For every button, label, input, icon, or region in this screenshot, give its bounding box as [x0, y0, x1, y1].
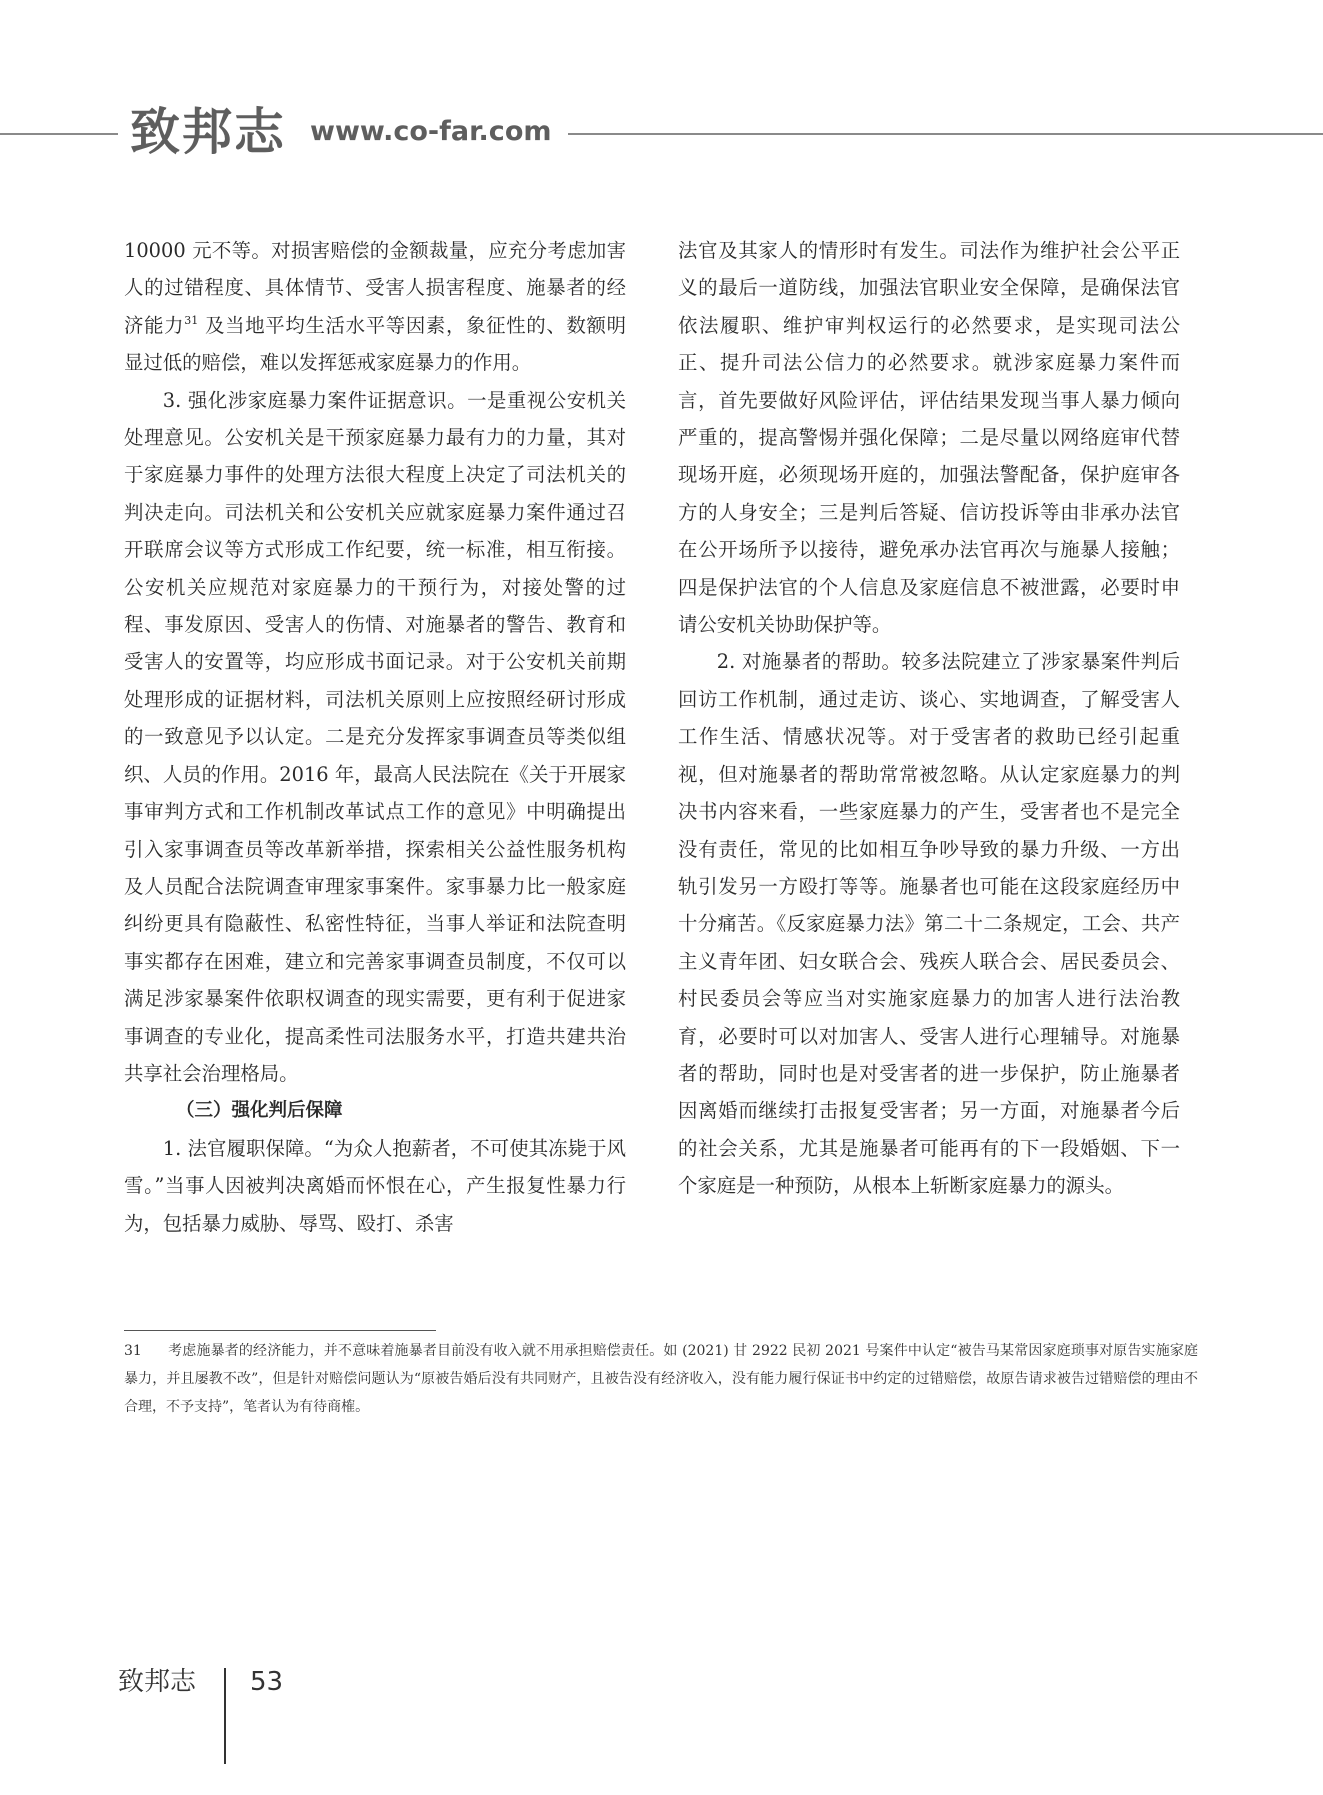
footnote: [124, 1337, 1198, 1421]
header-rule-left: [0, 133, 118, 135]
footnote-ref: 31: [184, 313, 199, 327]
footer-title: 致邦志: [118, 1667, 197, 1697]
header-rule-right: [568, 133, 1323, 135]
paragraph: [124, 232, 626, 382]
paragraph: 2. 对施暴者的帮助。较多法院建立了涉家暴案件判后回访工作机制，通过走访、谈心、实地调查，了解受害人工作生活、情感状况等。对于受害者的救助已经引起重视，但对施暴者的帮助常常被忽略。从认定家庭暴力的判决书内容来看，一些家庭暴力的产生，受害者也不是完全没有责任，常见的比如相互争吵导致的暴力升级、一方出轨引发另一方殴打等等。施暴者也可能在这段家庭经历中十分痛苦。《反家庭暴力法》第二十二条规定，工会、共产主义青年团、妇女联合会、残疾人联合会、居民委员会、村民委员会等应当对实施家庭暴力的加害人进行法治教育，必要时可以对加害人、受害人进行心理辅导。对施暴者的帮助，同时也是对受害者的进一步保护，防止施暴者因离婚而继续打击报复受害者；另一方面，对施暴者今后的社会关系，尤其是施暴者可能再有的下一段婚姻、下一个家庭是一种预防，从根本上斩断家庭暴力的源头。: [678, 650, 1180, 1198]
footnote-rule: [124, 1330, 436, 1331]
footnote-text: 考虑施暴者的经济能力，并不意味着施暴者目前没有收入就不用承担赔偿责任。如 (2021) 甘 2922 民初 2021 号案件中认定“被告马某常因家庭琐事对原告实施家庭暴力，并且屡教不改”，但是针对赔偿问题认为“原被告婚后没有共同财产，且被告没有经济收入，没有能力履行保证书中约定的过错赔偿，故原告请求被告过错赔偿的理由不合理，不予支持”，笔者认为有待商榷。: [124, 1343, 1198, 1415]
left-column: [124, 232, 626, 1242]
paragraph-text: 10000 元不等。对损害赔偿的金额裁量，应充分考虑加害人的过错程度、具体情节、受害人损害程度、施暴者的经济能力: [124, 239, 626, 337]
paragraph: 1. 法官履职保障。“为众人抱薪者，不可使其冻毙于风雪。”当事人因被判决离婚而怀恨在心，产生报复性暴力行为，包括暴力威胁、辱骂、殴打、杀害: [124, 1136, 626, 1235]
paragraph: 3. 强化涉家庭暴力案件证据意识。一是重视公安机关处理意见。公安机关是干预家庭暴力最有力的力量，其对于家庭暴力事件的处理方法很大程度上决定了司法机关的判决走向。司法机关和公安机关应就家庭暴力案件通过召开联席会议等方式形成工作纪要，统一标准，相互衔接。公安机关应规范对家庭暴力的干预行为，对接处警的过程、事发原因、受害人的伤情、对施暴者的警告、教育和受害人的安置等，均应形成书面记录。对于公安机关前期处理形成的证据材料，司法机关原则上应按照经研讨形成的一致意见予以认定。二是充分发挥家事调查员等类似组织、人员的作用。2016 年，最高人民法院在《关于开展家事审判方式和工作机制改革试点工作的意见》中明确提出引入家事调查员等改革新举措，探索相关公益性服务机构及人员配合法院调查审理家事案件。家事暴力比一般家庭纠纷更具有隐蔽性、私密性特征，当事人举证和法院查明事实都存在困难，建立和完善家事调查员制度，不仅可以满足涉家暴案件依职权调查的现实需要，更有利于促进家事调查的专业化，提高柔性司法服务水平，打造共建共治共享社会治理格局。: [124, 388, 626, 1085]
page-number: 53: [250, 1667, 284, 1697]
website-url: www.co-far.com: [310, 116, 552, 147]
paragraph-text: 及当地平均生活水平等因素，象征性的、数额明显过低的赔偿，难以发挥惩戒家庭暴力的作用。: [124, 313, 626, 375]
footer-divider: [224, 1668, 226, 1764]
section-heading: （三）强化判后保障: [176, 1100, 343, 1122]
footnote-number: 31: [124, 1343, 142, 1359]
paragraph: 法官及其家人的情形时有发生。司法作为维护社会公平正义的最后一道防线，加强法官职业安全保障，是确保法官依法履职、维护审判权运行的必然要求，是实现司法公正、提升司法公信力的必然要求。就涉家庭暴力案件而言，首先要做好风险评估，评估结果发现当事人暴力倾向严重的，提高警惕并强化保障；二是尽量以网络庭审代替现场开庭，必须现场开庭的，加强法警配备，保护庭审各方的人身安全；三是判后答疑、信访投诉等由非承办法官在公开场所予以接待，避免承办法官再次与施暴人接触；四是保护法官的个人信息及家庭信息不被泄露，必要时申请公安机关协助保护等。: [678, 239, 1180, 637]
magazine-logo: 致邦志: [130, 102, 286, 161]
right-column: [678, 232, 1180, 1205]
